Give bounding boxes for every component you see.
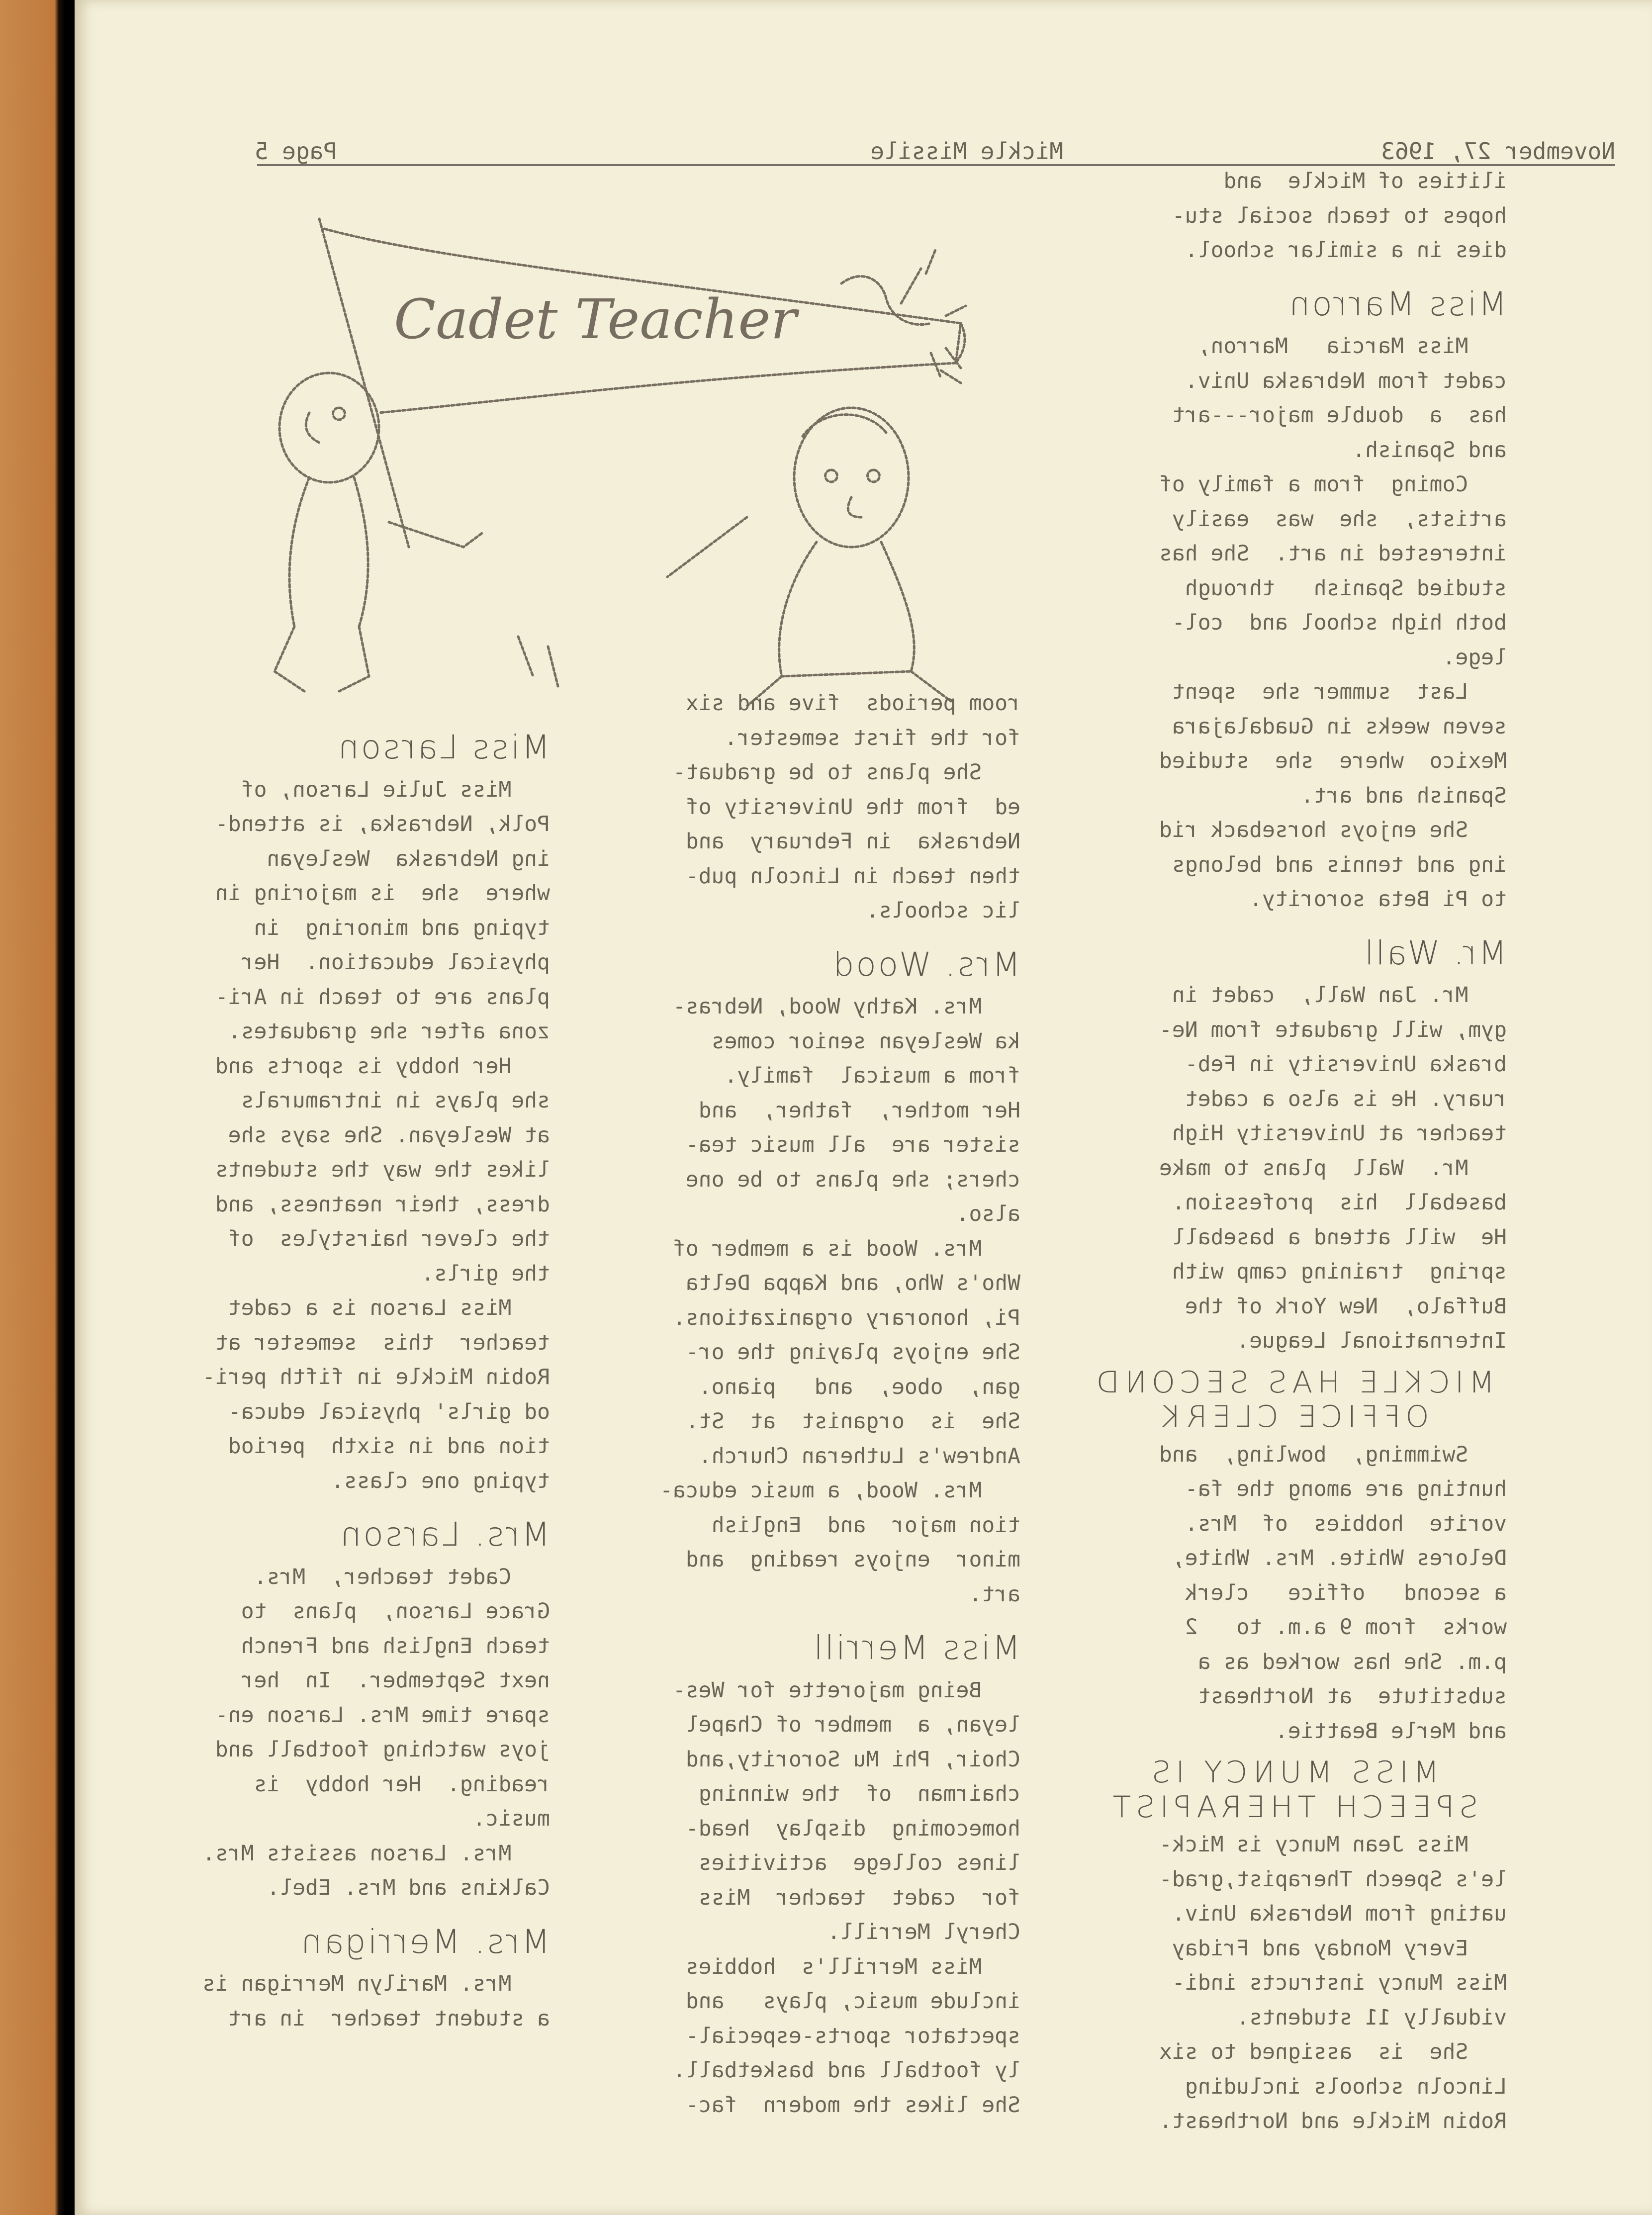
text-line: Robin Mickle in fifth peri-	[202, 1365, 550, 1389]
text-line: Who's Who, and Kappa Delta	[685, 1271, 1020, 1295]
text-line: spring training camp with	[1172, 1259, 1507, 1284]
text-line: ly football and basketball.	[673, 2058, 1020, 2083]
text-line: homecoming display head-	[685, 1816, 1020, 1841]
text-line: sister are all music tea-	[685, 1132, 1020, 1157]
text-line: vorite hobbies of Mrs.	[1185, 1511, 1507, 1536]
section-body	[573, 990, 1020, 1612]
section-heading: Mrs. Wood	[831, 945, 1020, 984]
text-line: for cadet teacher Miss	[698, 1885, 1020, 1910]
text-line: chairman of the winning	[698, 1781, 1020, 1806]
section-body	[102, 1967, 550, 2036]
text-line: Mexico where she studied	[1159, 748, 1507, 773]
text-line: International League.	[1236, 1328, 1507, 1353]
text-line: Pi, honorary organizations.	[673, 1305, 1020, 1330]
teacher-body	[779, 542, 915, 676]
text-line: Her hobby is sports and	[215, 1053, 550, 1079]
section-heading: Mrs. Merrigan	[299, 1922, 550, 1961]
text-line: ing and tennis and belongs	[1172, 852, 1507, 877]
text-line: Robin Mickle and Northeast.	[1159, 2109, 1507, 2133]
text-line: gan, oboe, and piano.	[698, 1374, 1020, 1399]
section-body	[1059, 1438, 1507, 1749]
text-line: Swimming, bowling, and	[1159, 1442, 1507, 1467]
text-line: for the first semester.	[724, 725, 1020, 750]
text-line: braska University in Feb-	[1185, 1052, 1507, 1077]
text-line: chers; she plans to be one	[685, 1167, 1020, 1192]
text-line: She enjoys playing the or-	[685, 1340, 1020, 1365]
text-line: cadet from Nebraska Univ.	[1185, 368, 1507, 393]
text-line: interested in art. She has	[1159, 541, 1507, 566]
text-line: hopes to teach social stu-	[1172, 203, 1507, 228]
text-line: lege.	[1442, 645, 1507, 670]
section-heading: MISS MUNCY IS SPEECH THERAPIST	[1107, 1755, 1478, 1825]
text-line: Mrs. Kathy Wood, Nebras-	[673, 994, 1020, 1019]
text-line: the clever hairstyles of	[228, 1226, 550, 1251]
text-line: spectator sports-especial-	[685, 2023, 1020, 2048]
text-line: dies in a similar school.	[1185, 238, 1507, 263]
text-line: to Pi Beta sorority.	[1249, 887, 1507, 912]
text-line: zona after she graduates.	[228, 1019, 550, 1044]
text-line: where she is majoring in	[215, 881, 550, 906]
text-line: vidually 11 students.	[1236, 2005, 1507, 2030]
text-line: ilities of Mickle and	[1223, 169, 1507, 193]
text-line: a second office clerk	[1185, 1580, 1507, 1605]
text-line: typing and minoring in	[254, 915, 550, 940]
section-heading: Miss Larson	[336, 728, 550, 766]
header-page-number: Page 5	[254, 138, 337, 165]
text-line: seven weeks in Guadalajara	[1172, 714, 1507, 739]
text-line: He will attend a baseball	[1172, 1224, 1507, 1250]
mirrored-show-through-text	[75, 0, 1652, 2215]
text-line: room periods five and six	[685, 691, 1020, 716]
text-line: She enjoys horseback rid	[1159, 818, 1507, 842]
header-title: Mickle Missile	[870, 138, 1063, 165]
text-line: lic schools.	[866, 898, 1020, 923]
section-body	[102, 773, 550, 1499]
header-date: November 27, 1963	[1381, 138, 1615, 165]
text-line: Miss Muncy instructs indi-	[1172, 1970, 1507, 1995]
text-line: Spanish and art.	[1300, 783, 1507, 808]
text-line: Choir, Phi Mu Sorority,and	[685, 1747, 1020, 1772]
text-line: Polk, Nebraska, is attend-	[215, 812, 550, 836]
text-line: Mrs. Larson assists Mrs.	[202, 1841, 550, 1866]
text-line: baseball his profession.	[1172, 1190, 1507, 1215]
text-line: lines college activities	[698, 1850, 1020, 1875]
text-line: then teach in Lincoln pub-	[685, 863, 1020, 889]
text-line: p.m. She has worked as a	[1197, 1649, 1507, 1674]
text-line: Coming from a family of	[1159, 472, 1507, 497]
text-line: a student teacher in art	[228, 2006, 550, 2031]
text-line: next September. In her	[241, 1668, 550, 1693]
text-line: tion and in sixth period	[228, 1434, 550, 1459]
text-line: at Wesleyan. She says she	[228, 1122, 550, 1148]
section-body	[1059, 164, 1507, 268]
text-line: art.	[969, 1581, 1020, 1607]
pennant-pole	[319, 219, 409, 547]
text-line: plans are to teach in Ari-	[215, 984, 550, 1010]
text-line: Mrs. Marilyn Merrigan is	[202, 1971, 550, 1996]
text-line: has a double major---art	[1172, 403, 1507, 428]
text-line: studied Spanish through	[1185, 575, 1507, 601]
column-right	[1059, 164, 1507, 2139]
text-line: Being majorette for Wes-	[673, 1677, 1020, 1703]
text-line: Miss Jean Muncy is Mick-	[1159, 1832, 1507, 1857]
text-line: Buffalo, New York of the	[1185, 1293, 1507, 1319]
text-line: hunting are among the fa-	[1185, 1477, 1507, 1501]
section-heading: Mrs. Larson	[338, 1515, 550, 1554]
text-line: uating from Nebraska Univ.	[1172, 1901, 1507, 1926]
text-line: teach English and French	[241, 1633, 550, 1659]
text-line: Lincoln schools including	[1185, 2074, 1507, 2099]
text-line: reading. Her hobby is	[254, 1771, 550, 1797]
page-header	[254, 134, 1615, 166]
text-line: ing Nebraska Wesleyan	[267, 846, 550, 871]
text-line: likes the way the students	[215, 1157, 550, 1182]
cadet-teacher-cartoon	[215, 199, 981, 706]
text-line: She plans to be graduat-	[673, 760, 1020, 785]
student-head	[279, 373, 379, 482]
text-line: od girls' physical educa-	[228, 1399, 550, 1424]
text-line: from a musical family.	[724, 1063, 1020, 1088]
text-line: Mr. Wall plans to make	[1159, 1155, 1507, 1181]
section-body	[1059, 1828, 1507, 2139]
text-line: artists, she was easily	[1172, 506, 1507, 532]
text-line: Her mother, father, and	[698, 1098, 1020, 1123]
text-line: Andrew's Lutheran Church.	[698, 1443, 1020, 1469]
text-line: Miss Merrill's hobbies	[685, 1954, 1020, 1979]
text-line: Miss Larson is a cadet	[228, 1295, 550, 1320]
text-line: tion major and English	[711, 1512, 1020, 1538]
text-line: leyan, a member of Chapel	[685, 1712, 1020, 1737]
text-line: She is assigned to six	[1159, 2039, 1507, 2064]
text-line: minor enjoys reading and	[685, 1547, 1020, 1572]
text-line: Delores White. Mrs. White,	[1172, 1546, 1507, 1570]
text-line: Miss Julie Larson, of	[241, 777, 550, 802]
text-line: Mr. Jan Wall, cadet in	[1172, 983, 1507, 1008]
section-heading: Miss Merrill	[812, 1629, 1020, 1667]
text-line: ka Wesleyan senior comes	[711, 1028, 1020, 1054]
text-line: teacher this semester at	[215, 1330, 550, 1355]
text-line: Last summer she spent	[1172, 679, 1507, 704]
text-line: Mrs. Wood, a music educa-	[660, 1478, 1020, 1503]
pennant-tail	[941, 306, 966, 383]
section-heading: MICKLE HAS SECOND OFFICE CLERK	[1091, 1365, 1495, 1434]
text-line: the girls.	[421, 1261, 550, 1286]
text-line: music.	[472, 1806, 550, 1831]
text-line: spare time Mrs. Larson en-	[215, 1702, 550, 1728]
text-line: ed from the University of	[685, 794, 1020, 820]
text-line: both high school and col-	[1172, 610, 1507, 635]
text-line: Every Monday and Friday	[1172, 1936, 1507, 1961]
column-left	[102, 711, 550, 2036]
section-body	[573, 1673, 1020, 2123]
text-line: include music, plays and	[685, 1989, 1020, 2014]
text-line: physical education. Her	[241, 950, 550, 975]
text-line: substitute at Northeast	[1197, 1684, 1507, 1709]
text-line: She is organist at St.	[685, 1409, 1020, 1434]
text-line: Grace Larson, plans to	[241, 1599, 550, 1624]
section-body	[1059, 329, 1507, 917]
section-body	[102, 1560, 550, 1906]
column-middle	[573, 686, 1020, 2123]
text-line: ruary. He is also a cadet	[1185, 1086, 1507, 1111]
section-body	[1059, 978, 1507, 1359]
text-line: She likes the modern fac-	[685, 2092, 1020, 2118]
text-line: le's Speech Therapist,grad-	[1159, 1866, 1507, 1892]
text-line: also.	[956, 1201, 1020, 1226]
text-line: dress, their neatness, and	[215, 1192, 550, 1217]
text-line: typing one class.	[331, 1468, 550, 1493]
text-line: Mrs. Wood is a member of	[673, 1236, 1020, 1261]
text-line: and Spanish.	[1352, 437, 1507, 462]
text-line: Cheryl Merrill.	[827, 1920, 1020, 1944]
newspaper-page	[75, 0, 1652, 2215]
text-line: teacher at University High	[1172, 1121, 1507, 1146]
text-line: and Merle Beattie.	[1275, 1718, 1507, 1744]
section-body	[573, 686, 1020, 928]
teacher-head	[794, 408, 909, 547]
student-body	[289, 477, 368, 627]
text-line: Nebraska in February and	[685, 829, 1020, 854]
text-line: joys watching football and	[215, 1737, 550, 1762]
section-heading: Miss Marron	[1287, 284, 1507, 323]
cartoon-caption: Cadet Teacher	[394, 287, 797, 351]
text-line: Miss Marcia Marron,	[1197, 334, 1507, 359]
text-line: Cadet teacher, Mrs.	[254, 1564, 550, 1589]
text-line: Calkins and Mrs. Ebel.	[267, 1875, 550, 1900]
section-heading: Mr. Wall	[1362, 933, 1507, 972]
text-line: works from 9 a.m. to 2	[1185, 1615, 1507, 1640]
text-line: she plays in intramurals	[241, 1088, 550, 1113]
text-line: gym, will graduate from Ne-	[1159, 1017, 1507, 1042]
